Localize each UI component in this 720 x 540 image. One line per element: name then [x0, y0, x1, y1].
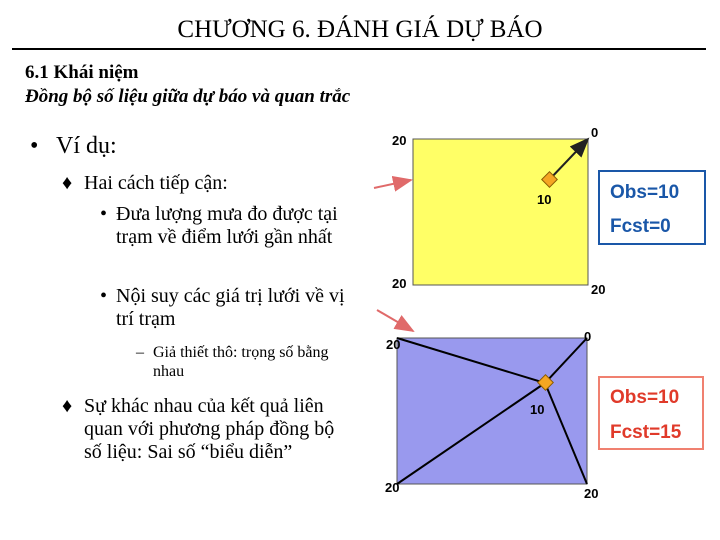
diamond-bullet-icon: ♦ — [62, 395, 73, 417]
difference-text: Sự khác nhau của kết quả liên quan với phương pháp đồng bộ số liệu: Sai số “biểu diễn” — [84, 395, 335, 463]
corner-bottom-left-label: 20 — [392, 276, 407, 291]
grid-cell-top — [413, 139, 588, 285]
fcst-label: Fcst=15 — [610, 422, 682, 443]
corner-top-left-label: 20 — [392, 133, 407, 148]
arrow-top-pointer — [374, 180, 411, 188]
dash-bullet: – — [136, 344, 144, 361]
obs-label: Obs=10 — [610, 182, 680, 203]
obs-label: Obs=10 — [610, 387, 680, 408]
grid-cell-bottom — [397, 338, 587, 484]
bullet-dot: • — [100, 203, 108, 225]
station-value-label: 10 — [537, 192, 552, 207]
corner-top-right-label: 0 — [584, 329, 592, 344]
fcst-label: Fcst=0 — [610, 216, 671, 237]
method-2-text: Nội suy các giá trị lưới về vị trí trạm — [116, 285, 345, 330]
arrow-bottom-pointer — [377, 310, 413, 331]
section-heading: 6.1 Khái niệm — [25, 62, 139, 83]
station-value-label: 10 — [530, 402, 545, 417]
slide-title: CHƯƠNG 6. ĐÁNH GIÁ DỰ BÁO — [177, 16, 543, 43]
corner-bottom-left-label: 20 — [385, 480, 400, 495]
section-subtitle: Đồng bộ số liệu giữa dự báo và quan trắc — [25, 86, 351, 107]
bullet-dot: • — [100, 285, 108, 307]
example-label: Ví dụ: — [56, 133, 117, 159]
approaches-text: Hai cách tiếp cận: — [84, 172, 228, 194]
assumption-text: Giả thiết thô: trọng số bằng nhau — [153, 344, 329, 380]
bullet-dot: • — [30, 133, 39, 159]
corner-bottom-right-label: 20 — [584, 486, 599, 501]
corner-top-left-label: 20 — [386, 337, 401, 352]
corner-top-right-label: 0 — [591, 125, 599, 140]
diamond-bullet-icon: ♦ — [62, 172, 73, 194]
method-1-text: Đưa lượng mưa đo được tại trạm về điểm lưới gần nhất — [116, 203, 338, 248]
corner-bottom-right-label: 20 — [591, 282, 606, 297]
